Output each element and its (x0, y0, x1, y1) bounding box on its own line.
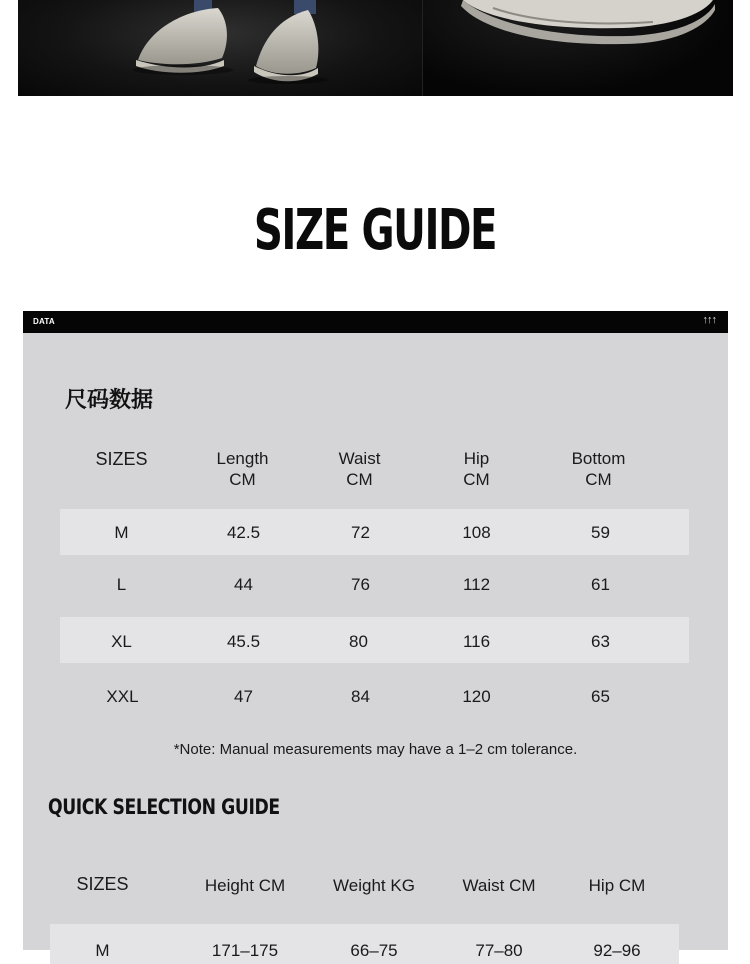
size-data-heading: 尺码数据 (65, 388, 154, 413)
header-length-unit: CM (229, 470, 256, 489)
sneakers-on-feet-photo (18, 0, 422, 96)
hero-image-strip (18, 0, 732, 96)
header-bottom: Bottom (571, 449, 626, 468)
table-header-cell (308, 448, 411, 490)
table-cell: 47 (234, 687, 253, 706)
table-cell: 45.5 (226, 632, 261, 651)
table-cell: 120 (462, 687, 491, 706)
quick-cell: 77–80 (475, 941, 523, 960)
table-cell: 72 (351, 523, 370, 542)
table-cell: XL (111, 632, 132, 651)
header-length: Length (216, 449, 269, 468)
panel-header-bar (23, 311, 728, 333)
quick-header-cell: SIZES (76, 874, 129, 894)
sneaker-sole-illustration (423, 0, 733, 96)
header-waist-unit: CM (346, 470, 373, 489)
quick-header-cell: Waist CM (462, 876, 536, 895)
table-cell: 80 (349, 632, 368, 651)
quick-header-cell: Weight KG (333, 876, 415, 895)
quick-cell: 92–96 (593, 941, 641, 960)
table-cell: XXL (106, 687, 139, 706)
table-cell: M (114, 523, 129, 542)
table-header-cell (425, 448, 528, 490)
table-cell: 59 (591, 523, 610, 542)
up-arrows-icon: ↑↑↑ (702, 314, 716, 326)
table-cell: 63 (591, 632, 610, 651)
header-waist: Waist (338, 449, 381, 468)
table-header-cell (191, 448, 294, 490)
page-title: SIZE GUIDE (253, 198, 497, 263)
sneakers-illustration (18, 0, 422, 96)
measurement-note: *Note: Manual measurements may have a 1–2 cm tolerance. (173, 741, 578, 758)
table-cell: 42.5 (226, 523, 261, 542)
panel-bar-label: DATA (33, 317, 55, 326)
table-cell: 44 (234, 575, 253, 594)
quick-cell: M (95, 941, 110, 960)
table-header-cell (70, 449, 173, 470)
table-cell: 65 (591, 687, 610, 706)
header-bottom-unit: CM (585, 470, 612, 489)
table-cell: 112 (462, 575, 491, 594)
table-cell: 84 (351, 687, 370, 706)
table-cell: 108 (462, 523, 491, 542)
quick-cell: 66–75 (350, 941, 398, 960)
quick-cell: 171–175 (211, 941, 279, 960)
table-cell: 76 (351, 575, 370, 594)
header-hip: Hip (463, 449, 490, 468)
table-header-cell (547, 448, 650, 490)
sneaker-sole-closeup-photo (422, 0, 733, 96)
quick-selection-heading: QUICK SELECTION GUIDE (48, 795, 280, 819)
quick-header-cell: Hip CM (588, 876, 646, 895)
table-cell: 61 (591, 575, 610, 594)
header-hip-unit: CM (463, 470, 490, 489)
table-cell: L (116, 575, 127, 594)
quick-header-cell: Height CM (204, 876, 286, 895)
table-cell: 116 (462, 632, 491, 651)
header-sizes: SIZES (95, 449, 148, 469)
size-data-panel (23, 311, 728, 960)
